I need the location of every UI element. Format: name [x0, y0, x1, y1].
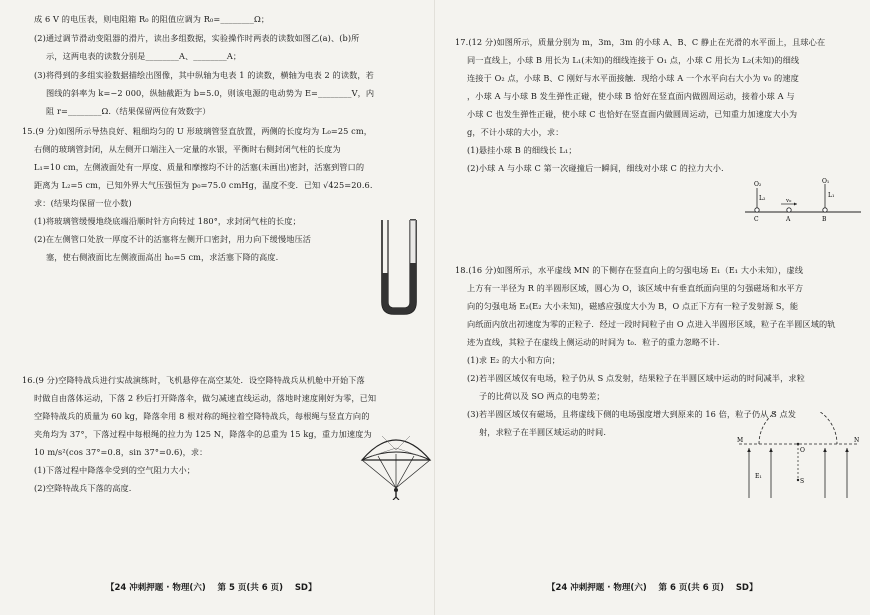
text-line: 向的匀强电场 E₂(E₂ 大小未知)，磁感应强度大小为 B，O 点正下方有一粒子发射源 S，能: [467, 301, 799, 311]
text-line: 射，求粒子在半圆区域运动的时间.: [479, 427, 607, 437]
page-footer: 【24 冲刺押题 · 物理(六) 第 6 页(共 6 页) SD】: [547, 583, 758, 593]
text-line: 成 6 V 的电压表，则电阻箱 R₀ 的阻值应调为 R₀=________Ω；: [34, 14, 270, 24]
text-line: (2)通过调节滑动变阻器的滑片，读出多组数据，实验操作时两表的读数如图乙(a)、(b)所: [34, 33, 360, 43]
question-17-heading: 17.(12 分)如图所示，质量分别为 m，3m，3m 的小球 A、B、C 静止在光滑的水平面上，且球心在: [455, 37, 826, 47]
label-O: O: [800, 447, 805, 454]
label-L1: L₁: [828, 192, 835, 199]
parachute-figure: [358, 426, 434, 500]
text-line: 右侧的玻璃管封闭，从左侧开口端注入一定量的水银，平衡时右侧封闭气柱的长度为: [34, 144, 341, 154]
text-line: (2)若半圆区域仅有电场，粒子仍从 S 点发射，结果粒子在半圆区域中运动的时间减半，求粒: [467, 373, 805, 383]
text-line: 示，这两电表的读数分别是________A、________A；: [46, 51, 242, 61]
text-line: 时做自由落体运动，下落 2 秒后打开降落伞，做匀减速直线运动，落地时速度刚好为零，已知: [34, 393, 377, 403]
label-v0: v₀: [786, 198, 792, 204]
label-N: N: [854, 437, 860, 444]
text-line: 连接于 O₂ 点，小球 B、C 刚好与水平面接触．现给小球 A 一个水平向右大小为 v₀ 的速度: [467, 73, 799, 83]
text-line: 塞，使右侧液面比左侧液面高出 h₀=5 cm，求活塞下降的高度.: [46, 252, 279, 262]
text-line: 小球 C 也发生弹性正碰，使小球 C 也恰好在竖直面内做圆周运动，已知重力加速度大小为: [467, 109, 798, 119]
text-line: 向纸面内放出初速度为零的正粒子．经过一段时间粒子由 O 点进入半圆形区域，粒子在半圆区域的轨: [467, 319, 836, 329]
text-line: 夹角均为 37°，下落过程中每根绳的拉力为 125 N，降落伞的总重为 15 kg，重力加速度为: [34, 429, 372, 439]
u-tube-figure: [378, 218, 423, 318]
text-line: 距离为 L₂=5 cm，已知外界大气压强恒为 p₀=75.0 cmHg，温度不变．已知 √425=20.6.: [34, 180, 373, 190]
label-O2: O₂: [754, 181, 762, 188]
question-16-heading: 16.(9 分)空降特战兵进行实战演练时，飞机悬停在高空某处．设空降特战兵从机舱中开始下落: [22, 375, 365, 385]
label-E1: E₁: [755, 473, 762, 480]
text-line: (1)悬挂小球 B 的细线长 L₁；: [467, 145, 577, 155]
figure-18: [737, 412, 863, 504]
label-O1: O₁: [822, 178, 830, 185]
text-line: 10 m/s²(cos 37°=0.8，sin 37°=0.6)，求：: [34, 447, 208, 457]
text-line: (1)将玻璃管缓慢地绕底端沿顺时针方向转过 180°，求封闭气柱的长度；: [34, 216, 301, 226]
figure-17: [743, 178, 863, 224]
page-6: [435, 0, 870, 615]
text-line: (2)在左侧管口处放一厚度不计的活塞将左侧开口密封，用力向下缓慢地压活: [34, 234, 312, 244]
text-line: 上方有一半径为 R 的半圆形区域，圆心为 O，该区域中有垂直纸面向里的匀强磁场和水平方: [467, 283, 804, 293]
text-line: 阻 r=________Ω.（结果保留两位有效数字）: [46, 106, 211, 116]
page-footer: 【24 冲刺押题 · 物理(六) 第 5 页(共 6 页) SD】: [106, 583, 317, 593]
label-M: M: [737, 437, 744, 444]
text-line: ，小球 A 与小球 B 发生弹性正碰，使小球 B 恰好在竖直面内做圆周运动，接着小球 A 与: [467, 91, 795, 101]
label-S: S: [800, 478, 805, 485]
text-line: (3)将得到的多组实验数据描绘出图像，其中纵轴为电表 1 的读数，横轴为电表 2 的读数，若: [34, 70, 374, 80]
text-line: g，不计小球的大小，求：: [467, 127, 564, 137]
text-line: L₁=10 cm，左侧液面处有一厚度、质量和摩擦均不计的活塞(未画出)密封，活塞到管口的: [34, 162, 365, 172]
text-line: 图线的斜率为 k=−2 000，纵轴截距为 b=5.0，则该电源的电动势为 E=________V，内: [46, 88, 375, 98]
text-line: 迹为直线，其粒子在虚线上侧运动的时间为 t₀．粒子的重力忽略不计.: [467, 337, 720, 347]
text-line: (1)求 E₂ 的大小和方向；: [467, 355, 561, 365]
text-line: (1)下落过程中降落伞受到的空气阻力大小；: [34, 465, 196, 475]
text-line: 同一直线上，小球 B 用长为 L₁(未知)的细线连接于 O₁ 点，小球 C 用长为 L₂(未知)的细线: [467, 55, 800, 65]
label-C: C: [754, 216, 759, 223]
text-line: (3)若半圆区域仅有磁场，且将虚线下侧的电场强度增大到原来的 16 倍，粒子仍从 S 点发: [467, 409, 797, 419]
question-15-heading: 15.(9 分)如图所示导热良好、粗细均匀的 U 形玻璃管竖直放置，两侧的长度均为 L₀=25 cm，: [22, 126, 372, 136]
text-line: 空降特战兵的质量为 60 kg，降落伞用 8 根对称的绳拉着空降特战兵，每根绳与竖直方向的: [34, 411, 370, 421]
label-L2: L₂: [759, 195, 766, 202]
text-line: (2)空降特战兵下落的高度.: [34, 483, 132, 493]
text-line: (2)小球 A 与小球 C 第一次碰撞后一瞬间，细线对小球 C 的拉力大小.: [467, 163, 724, 173]
question-18-heading: 18.(16 分)如图所示，水平虚线 MN 的下侧存在竖直向上的匀强电场 E₁（E₁ 大小未知），虚线: [455, 265, 804, 275]
label-A: A: [786, 216, 791, 223]
text-line: 子的比荷以及 SO 两点的电势差；: [479, 391, 605, 401]
text-line: 求：(结果均保留一位小数): [34, 198, 132, 208]
label-B: B: [822, 216, 827, 223]
